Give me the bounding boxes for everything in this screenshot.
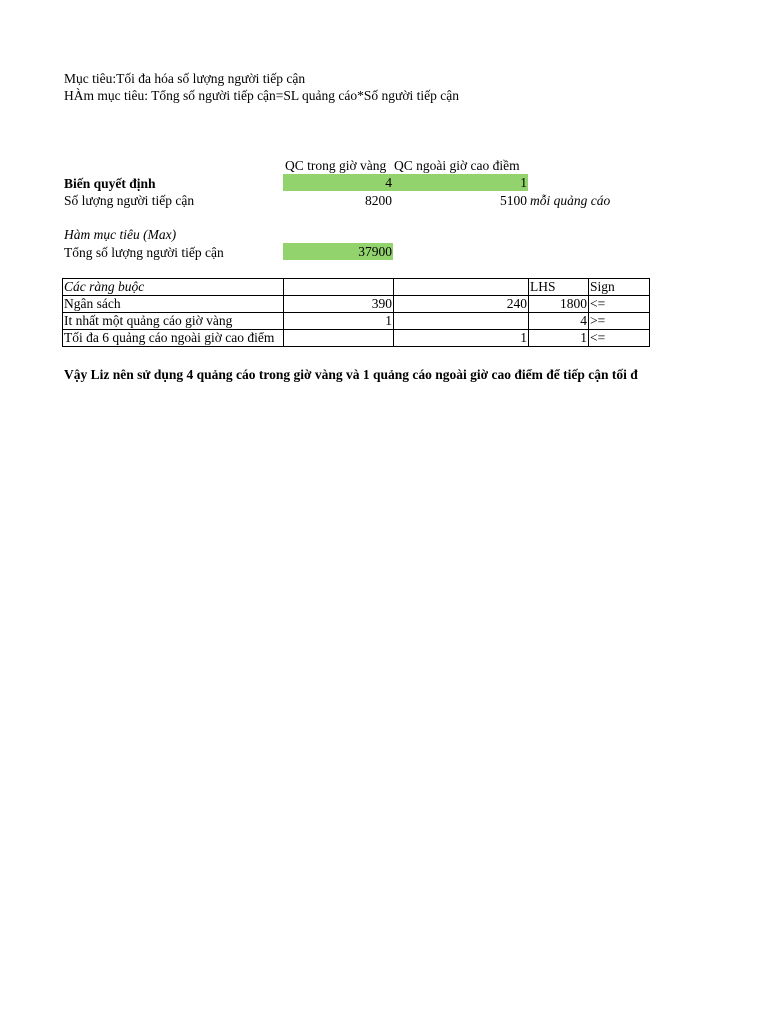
reach-note: mỗi quảng cáo bbox=[530, 193, 611, 208]
constraint-label-cell: Ngân sách bbox=[63, 296, 284, 313]
total-reach-label: Tổng số lượng người tiếp cận bbox=[64, 245, 224, 260]
objective-text: Mục tiêu:Tối đa hóa số lượng người tiếp cận bbox=[64, 71, 306, 86]
table-row bbox=[63, 330, 650, 347]
constraint-off-peak-cell[interactable]: 1 bbox=[394, 330, 529, 347]
constraint-sign-cell[interactable]: <= bbox=[589, 330, 650, 347]
table-row bbox=[63, 296, 650, 313]
constraint-lhs-cell[interactable]: 4 bbox=[529, 313, 589, 330]
column-header-off-peak: QC ngoài giờ cao điềm bbox=[394, 158, 520, 173]
constraint-off-peak-cell[interactable]: 240 bbox=[394, 296, 529, 313]
constraint-label-cell: It nhất một quảng cáo giờ vàng bbox=[63, 313, 284, 330]
constraint-golden-hour-cell[interactable] bbox=[284, 330, 394, 347]
column-header-golden-hour: QC trong giờ vàng bbox=[285, 158, 387, 173]
constraint-golden-hour-cell[interactable]: 1 bbox=[284, 313, 394, 330]
lhs-header-cell: LHS bbox=[529, 279, 589, 296]
objective-function-text: HÀm mục tiêu: Tổng số người tiếp cận=SL quảng cáo*Số người tiếp cận bbox=[64, 88, 459, 103]
conclusion-text: Vậy Liz nên sử dụng 4 quảng cáo trong giờ vàng và 1 quảng cáo ngoài giờ cao điểm để tiếp cận tối đ bbox=[64, 367, 638, 382]
decision-off-peak-cell[interactable]: 1 bbox=[393, 174, 528, 191]
constraint-label-cell: Tối đa 6 quảng cáo ngoài giờ cao điểm bbox=[63, 330, 284, 347]
decision-variable-label: Biến quyết định bbox=[64, 176, 156, 191]
constraints-title-cell: Các ràng buộc bbox=[63, 279, 284, 296]
constraint-lhs-cell[interactable]: 1800 bbox=[529, 296, 589, 313]
reach-off-peak-cell: 5100 bbox=[500, 193, 527, 208]
reach-label: Số lượng người tiếp cận bbox=[64, 193, 195, 208]
constraint-sign-cell[interactable]: >= bbox=[589, 313, 650, 330]
total-reach-cell[interactable]: 37900 bbox=[283, 243, 393, 260]
constraint-lhs-cell[interactable]: 1 bbox=[529, 330, 589, 347]
empty-cell bbox=[394, 279, 529, 296]
constraint-off-peak-cell[interactable] bbox=[394, 313, 529, 330]
table-row bbox=[63, 313, 650, 330]
constraint-golden-hour-cell[interactable]: 390 bbox=[284, 296, 394, 313]
decision-golden-hour-cell[interactable]: 4 bbox=[283, 174, 393, 191]
table-row bbox=[63, 279, 650, 296]
sign-header-cell: Sign bbox=[589, 279, 650, 296]
empty-cell bbox=[284, 279, 394, 296]
constraints-table bbox=[62, 278, 650, 347]
objective-section-title: Hàm mục tiêu (Max) bbox=[64, 227, 177, 242]
reach-golden-hour-cell: 8200 bbox=[365, 193, 392, 208]
constraint-sign-cell[interactable]: <= bbox=[589, 296, 650, 313]
